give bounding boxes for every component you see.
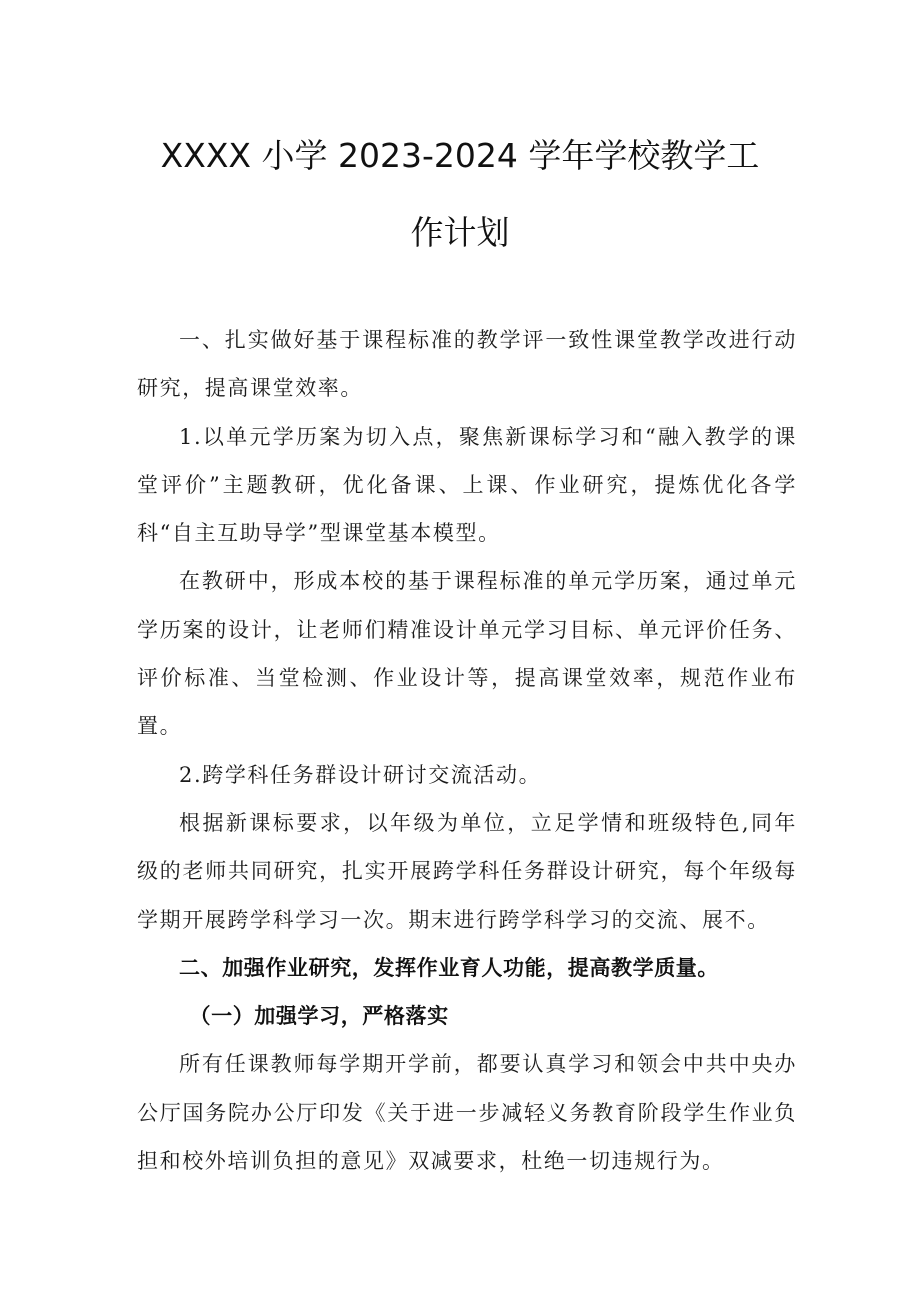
teaching-research-paragraph: 在教研中，形成本校的基于课程标准的单元学历案，通过单元学历案的设计，让老师们精准设计单元学习目标、单元评价任务、评价标准、当堂检测、作业设计等，提高课堂效率，规范作业布置。 <box>137 569 797 739</box>
curriculum-paragraph: 根据新课标要求，以年级为单位，立足学情和班级特色,同年级的老师共同研究，扎实开展跨学科任务群设计研究，每个年级每学期开展跨学科学习一次。期末进行跨学科学习的交流、展不。 <box>137 810 797 932</box>
document-title-line-2: 作计划 <box>410 213 510 252</box>
section-one-heading: 一、扎实做好基于课程标准的教学评一致性课堂教学改进行动研究，提高课堂效率。 <box>137 328 797 401</box>
section-two-heading: 二、加强作业研究，发挥作业育人功能，提高教学质量。 <box>179 955 719 980</box>
subsection-one-heading: （一）加强学习，严格落实 <box>189 1004 449 1029</box>
study-requirement-paragraph: 所有任课教师每学期开学前，都要认真学习和领会中共中央办公厅国务院办公厅印发《关于进一步减轻义务教育阶段学生作业负担和校外培训负担的意见》双减要求，杜绝一切违规行为。 <box>137 1052 797 1174</box>
item-two-paragraph: 2.跨学科任务群设计研讨交流活动。 <box>179 762 542 787</box>
item-one-paragraph: 1.以单元学历案为切入点，聚焦新课标学习和“融入教学的课堂评价”主题教研，优化备课、上课、作业研究，提炼优化各学科“自主互助导学”型课堂基本模型。 <box>137 424 797 546</box>
document-title-line-1: XXXX 小学 2023-2024 学年学校教学工 <box>160 136 760 175</box>
document-body <box>137 316 797 1185</box>
